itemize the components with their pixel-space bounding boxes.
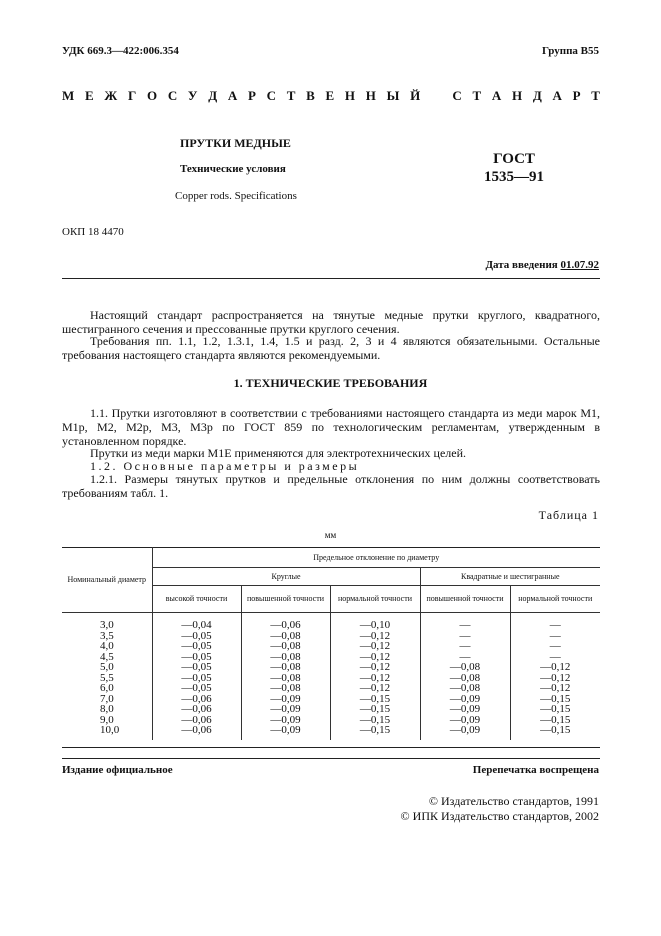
banner-letter: А — [552, 88, 562, 103]
table-row — [62, 613, 600, 631]
round-increased-cell: —0,09 — [241, 694, 330, 705]
square-increased-cell: —0,09 — [420, 704, 510, 715]
round-high-cell: —0,06 — [152, 704, 241, 715]
table-row — [62, 673, 600, 684]
intro-paragraph-1: Настоящий стандарт распространяется на тянутые медные прутки круглого, квадратного, шестигранного сечения и прессованные прутки круглого сечения. — [62, 308, 600, 336]
diameter-cell: 5,5 — [100, 671, 114, 684]
round-increased-cell: —0,08 — [241, 631, 330, 642]
round-normal-cell: —0,15 — [330, 704, 420, 715]
table-row — [62, 725, 600, 740]
square-normal-cell: — — [510, 613, 600, 631]
clause-1-1-note: Прутки из меди марки М1Е применяются для электротехнических целей. — [90, 446, 467, 460]
round-normal-cell: —0,12 — [330, 631, 420, 642]
banner-letter: Т — [472, 88, 482, 103]
round-increased-cell: —0,08 — [241, 683, 330, 694]
copyright-2002: © ИПК Издательство стандартов, 2002 — [400, 809, 599, 823]
standard-banner — [62, 88, 600, 104]
square-normal-cell: — — [510, 652, 600, 663]
udk-code: УДК 669.3—422:006.354 — [62, 45, 179, 57]
round-high-cell: —0,06 — [152, 725, 241, 740]
square-increased-cell: —0,09 — [420, 725, 510, 740]
square-normal-cell: —0,12 — [510, 673, 600, 684]
table-row — [62, 683, 600, 694]
gost-number — [484, 150, 544, 186]
round-normal-cell: —0,12 — [330, 641, 420, 652]
round-normal-cell: —0,12 — [330, 652, 420, 663]
round-high-cell: —0,05 — [152, 673, 241, 684]
header-square-hex: Квадратные и шестигранные — [420, 568, 600, 586]
banner-letter: Д — [208, 88, 218, 103]
round-normal-cell: —0,12 — [330, 673, 420, 684]
round-increased-cell: —0,08 — [241, 652, 330, 663]
header-round-high: высокой точности — [152, 586, 241, 613]
clause-1-2-1: 1.2.1. Размеры тянутых прутков и предельные отклонения по ним должны соответствовать требованиям табл. 1. — [62, 472, 600, 500]
banner-letter: Т — [591, 88, 600, 103]
banner-letter: Е — [85, 88, 94, 103]
diameter-cell: 4,0 — [100, 640, 114, 652]
banner-letter: Н — [344, 88, 356, 103]
table-unit: мм — [324, 530, 337, 540]
gost-code: 1535—91 — [484, 169, 544, 185]
square-increased-cell: —0,09 — [420, 694, 510, 705]
header-square-normal: нормальной точности — [510, 586, 600, 613]
table-row — [62, 631, 600, 642]
table-row — [62, 652, 600, 663]
square-normal-cell: — — [510, 641, 600, 652]
banner-letter: М — [62, 88, 75, 103]
table-caption: Таблица 1 — [538, 508, 599, 522]
diameter-cell: 8,0 — [100, 703, 114, 715]
banner-letter: С — [266, 88, 277, 103]
gost-label: ГОСТ — [493, 151, 535, 167]
diameter-cell: 3,0 — [100, 619, 114, 631]
diameter-cell: 3,5 — [100, 629, 114, 642]
square-increased-cell: —0,09 — [420, 715, 510, 726]
introduction-date — [485, 259, 599, 271]
diameter-cell: 9,0 — [100, 713, 114, 726]
round-increased-cell: —0,09 — [241, 725, 330, 740]
round-normal-cell: —0,12 — [330, 683, 420, 694]
header-divider — [62, 278, 600, 279]
round-high-cell: —0,05 — [152, 683, 241, 694]
round-increased-cell: —0,09 — [241, 704, 330, 715]
banner-letter: Н — [511, 88, 523, 103]
round-increased-cell: —0,08 — [241, 673, 330, 684]
banner-letter: Н — [365, 88, 376, 103]
banner-letter: А — [491, 88, 502, 103]
header-nominal-diameter: Номинальный диаметр — [62, 548, 152, 613]
table-row — [62, 704, 600, 715]
banner-letter: Т — [286, 88, 296, 103]
round-high-cell: —0,05 — [152, 641, 241, 652]
round-increased-cell: —0,06 — [241, 613, 330, 631]
banner-letter: Ы — [386, 88, 400, 103]
square-increased-cell: — — [420, 613, 510, 631]
diameter-cell: 4,5 — [100, 650, 114, 663]
banner-letter: В — [306, 88, 315, 103]
diameter-cell: 10,0 — [100, 724, 120, 736]
square-normal-cell: —0,15 — [510, 715, 600, 726]
round-increased-cell: —0,09 — [241, 715, 330, 726]
banner-letter: О — [146, 88, 158, 103]
header-round: Круглые — [152, 568, 420, 586]
round-high-cell: —0,04 — [152, 613, 241, 631]
copyright-1991: © Издательство стандартов, 1991 — [428, 794, 599, 808]
square-increased-cell: — — [420, 641, 510, 652]
table-row — [62, 662, 600, 673]
intro-paragraph-2: Требования пп. 1.1, 1.2, 1.3.1, 1.4, 1.5 и разд. 2, 3 и 4 являются обязательными. Остальные требования настоящего стандарта являются рекомендуемыми. — [62, 334, 600, 362]
official-edition: Издание официальное — [62, 764, 173, 776]
square-normal-cell: —0,12 — [510, 683, 600, 694]
document-subtitle: Технические условия — [180, 163, 286, 175]
diameter-cell: 6,0 — [100, 682, 114, 694]
round-normal-cell: —0,15 — [330, 694, 420, 705]
diameter-cell: 7,0 — [100, 692, 114, 705]
table-row — [62, 694, 600, 705]
banner-letter: С — [452, 88, 462, 103]
round-high-cell: —0,05 — [152, 631, 241, 642]
diameter-cell: 5,0 — [100, 661, 114, 673]
square-increased-cell: — — [420, 652, 510, 663]
table-body — [62, 613, 600, 740]
square-increased-cell: — — [420, 631, 510, 642]
table-row — [62, 715, 600, 726]
round-normal-cell: —0,12 — [330, 662, 420, 673]
banner-letter: Й — [410, 88, 421, 103]
table-row — [62, 641, 600, 652]
document-title-en: Copper rods. Specifications — [175, 190, 297, 202]
clause-1-1: 1.1. Прутки изготовляют в соответствии с требованиями настоящего стандарта из меди марок М1, М1р, М2, М2р, М3, М3р по ГОСТ 859 по технологическим регламентам, утвержденным в установленном порядке. — [62, 406, 600, 448]
round-high-cell: —0,05 — [152, 652, 241, 663]
square-normal-cell: —0,15 — [510, 694, 600, 705]
okp-code: ОКП 18 4470 — [62, 226, 124, 238]
round-normal-cell: —0,10 — [330, 613, 420, 631]
table-bottom-rule — [62, 747, 600, 748]
banner-letter: Г — [127, 88, 137, 103]
introduction-date-label: Дата введения — [485, 259, 561, 271]
footer-divider — [62, 758, 600, 759]
header-square-increased: повышенной точности — [420, 586, 510, 613]
document-title: ПРУТКИ МЕДНЫЕ — [180, 136, 291, 150]
square-normal-cell: —0,15 — [510, 704, 600, 715]
banner-letter: У — [187, 88, 198, 103]
round-normal-cell: —0,15 — [330, 715, 420, 726]
banner-letter: А — [227, 88, 238, 103]
round-increased-cell: —0,08 — [241, 662, 330, 673]
square-normal-cell: — — [510, 631, 600, 642]
square-increased-cell: —0,08 — [420, 673, 510, 684]
round-normal-cell: —0,15 — [330, 725, 420, 740]
introduction-date-value: 01.07.92 — [560, 259, 599, 271]
round-high-cell: —0,06 — [152, 694, 241, 705]
header-deviation: Предельное отклонение по диаметру — [152, 548, 600, 568]
square-normal-cell: —0,15 — [510, 725, 600, 740]
section-heading: 1. ТЕХНИЧЕСКИЕ ТРЕБОВАНИЯ — [233, 376, 428, 390]
banner-letter: Р — [247, 88, 256, 103]
header-round-increased: повышенной точности — [241, 586, 330, 613]
tolerance-table — [62, 547, 600, 740]
square-normal-cell: —0,12 — [510, 662, 600, 673]
banner-letter: Р — [572, 88, 581, 103]
round-increased-cell: —0,08 — [241, 641, 330, 652]
banner-letter: Ж — [104, 88, 118, 103]
round-high-cell: —0,06 — [152, 715, 241, 726]
banner-letter: С — [167, 88, 178, 103]
round-high-cell: —0,05 — [152, 662, 241, 673]
square-increased-cell: —0,08 — [420, 662, 510, 673]
clause-1-2: 1.2. Основные параметры и размеры — [90, 459, 360, 473]
reprint-notice: Перепечатка воспрещена — [472, 764, 599, 776]
banner-letter: Е — [325, 88, 335, 103]
banner-letter: Д — [532, 88, 542, 103]
square-increased-cell: —0,08 — [420, 683, 510, 694]
header-round-normal: нормальной точности — [330, 586, 420, 613]
group-code: Группа В55 — [541, 45, 599, 57]
